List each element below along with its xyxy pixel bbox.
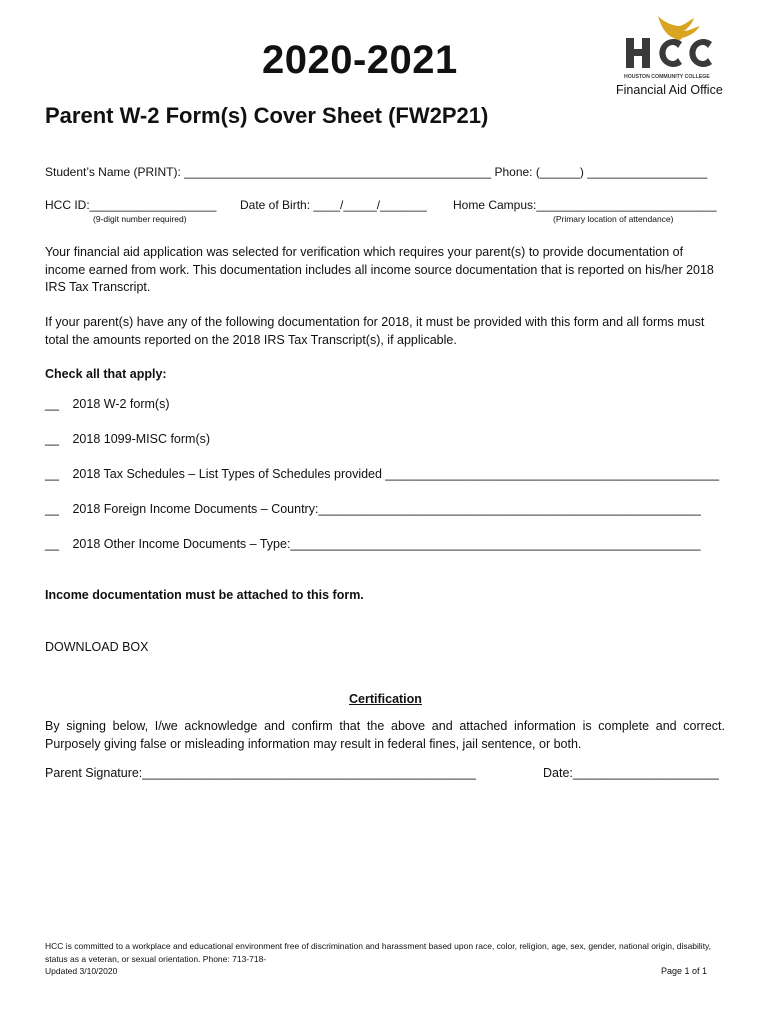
checklist-item-label: 2018 Tax Schedules – List Types of Schedules provided ________________________________________________ [72, 467, 720, 481]
parent-signature-field[interactable]: Parent Signature:________________________________________________ [45, 766, 476, 780]
checkbox-blank[interactable]: __ [45, 432, 59, 446]
checkbox-blank[interactable]: __ [45, 467, 59, 481]
hcc-logo-graphic [620, 12, 724, 84]
logo-subtitle: HOUSTON COMMUNITY COLLEGE [624, 74, 710, 80]
checklist-item[interactable] [45, 467, 719, 481]
certification-title: Certification [349, 692, 422, 706]
checklist-item-label: 2018 W-2 form(s) [72, 397, 170, 411]
home-campus-note: (Primary location of attendance) [553, 214, 674, 224]
checkbox-blank[interactable]: __ [45, 537, 59, 551]
form-title: Parent W-2 Form(s) Cover Sheet (FW2P21) [45, 103, 489, 128]
office-label: Financial Aid Office [616, 83, 723, 97]
hcc-letters [626, 38, 712, 68]
attach-note: Income documentation must be attached to this form. [45, 588, 364, 602]
hcc-logo [620, 12, 724, 84]
checklist-item[interactable] [45, 537, 701, 551]
verification-paragraph: Your financial aid application was selected for verification which requires your parent(s) to provide documentation of income earned from work. This documentation includes all income source documentation that is reported on his/her 2018 IRS Tax Transcript. [45, 245, 714, 294]
checklist-item-label: 2018 Foreign Income Documents – Country:_______________________________________________________ [72, 502, 701, 516]
page-number: Page 1 of 1 [661, 966, 708, 976]
checkbox-blank[interactable]: __ [45, 397, 59, 411]
footer-updated: Updated 3/10/2020 [45, 966, 118, 976]
checklist-heading: Check all that apply: [45, 367, 167, 381]
checklist-item[interactable] [45, 502, 701, 516]
checklist-item[interactable] [45, 432, 210, 446]
document-year: 2020-2021 [262, 38, 458, 82]
certification-text: By signing below, I/we acknowledge and confirm that the above and attached information is complete and correct. Purposely giving false or misleading information may result in federal fines, jail sentence, or both. [45, 719, 725, 751]
home-campus-field[interactable]: Home Campus:___________________________ [453, 198, 717, 212]
eagle-icon [658, 16, 700, 42]
student-name-phone-field[interactable]: Student’s Name (PRINT): ______________________________________________ Phone: (______) __________________ [45, 165, 708, 179]
hcc-id-note: (9-digit number required) [93, 214, 187, 224]
checklist-item-label: 2018 Other Income Documents – Type:___________________________________________________________ [72, 537, 701, 551]
checklist-item[interactable] [45, 397, 170, 411]
footer-statement: HCC is committed to a workplace and educational environment free of discrimination and harassment based upon race, color, religion, age, sex, gender, national origin, disability, status as a veteran, or sexual orientation. Phone: 713-718- [45, 941, 712, 964]
signature-date-field[interactable]: Date:_____________________ [543, 766, 719, 780]
date-of-birth-field[interactable]: Date of Birth: ____/_____/_______ [240, 198, 427, 212]
checklist-item-label: 2018 1099-MISC form(s) [72, 432, 211, 446]
checkbox-blank[interactable]: __ [45, 502, 59, 516]
documentation-paragraph: If your parent(s) have any of the following documentation for 2018, it must be provided with this form and all forms must total the amounts reported on the 2018 IRS Tax Transcript(s), if applicable. [45, 315, 705, 347]
download-box[interactable]: DOWNLOAD BOX [45, 640, 149, 654]
hcc-id-field[interactable]: HCC ID:___________________ [45, 198, 217, 212]
